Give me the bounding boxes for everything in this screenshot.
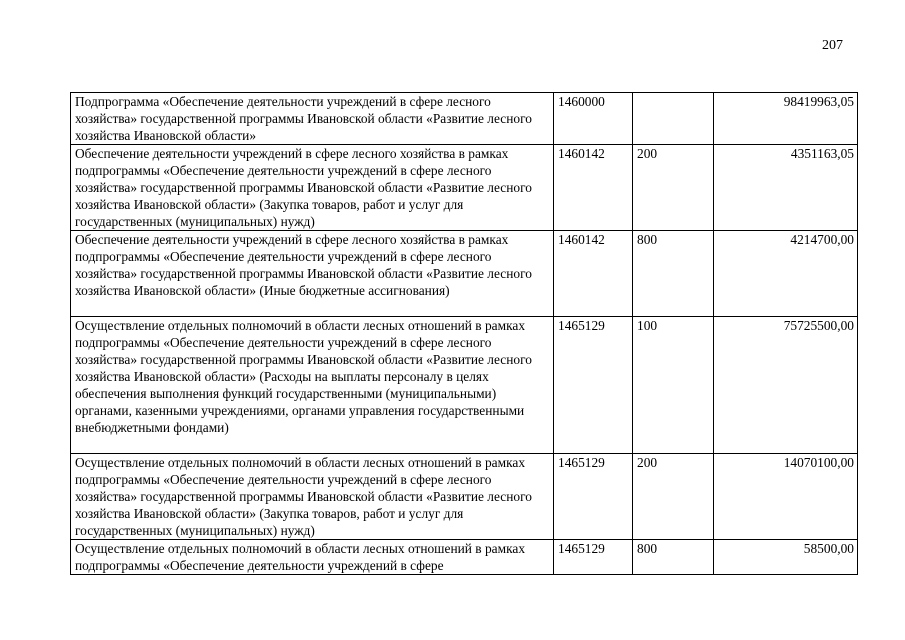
table-row xyxy=(71,93,858,145)
row-expense-type-cell: 800 xyxy=(633,231,714,317)
row-description-cell: Обеспечение деятельности учреждений в сфере лесного хозяйства в рамках подпрограммы «Обеспечение деятельности учреждений в сфере лесного хозяйства» государственной программы Ивановской области «Развитие лесного хозяйства Ивановской области» (Закупка товаров, работ и услуг для государственных (муниципальных) нужд) xyxy=(71,145,554,231)
row-description-cell: Подпрограмма «Обеспечение деятельности учреждений в сфере лесного хозяйства» государственной программы Ивановской области «Развитие лесного хозяйства Ивановской области» xyxy=(71,93,554,145)
table-row xyxy=(71,454,858,540)
table-row xyxy=(71,540,858,575)
row-amount-cell: 98419963,05 xyxy=(714,93,858,145)
row-amount-cell: 4214700,00 xyxy=(714,231,858,317)
row-amount-cell: 4351163,05 xyxy=(714,145,858,231)
row-expense-type-cell: 200 xyxy=(633,454,714,540)
row-amount-cell: 58500,00 xyxy=(714,540,858,575)
table-row xyxy=(71,145,858,231)
row-description-cell: Осуществление отдельных полномочий в области лесных отношений в рамках подпрограммы «Обеспечение деятельности учреждений в сфере лесного хозяйства» государственной программы Ивановской области «Развитие лесного хозяйства Ивановской области» (Расходы на выплаты персоналу в целях обеспечения выполнения функций государственными (муниципальными) органами, казенными учреждениями, органами управления государственными внебюджетными фондами) xyxy=(71,317,554,454)
row-description-cell: Осуществление отдельных полномочий в области лесных отношений в рамках подпрограммы «Обеспечение деятельности учреждений в сфере xyxy=(71,540,554,575)
row-target-article-cell: 1460142 xyxy=(554,231,633,317)
row-description-cell: Осуществление отдельных полномочий в области лесных отношений в рамках подпрограммы «Обеспечение деятельности учреждений в сфере лесного хозяйства» государственной программы Ивановской области «Развитие лесного хозяйства Ивановской области» (Закупка товаров, работ и услуг для государственных (муниципальных) нужд) xyxy=(71,454,554,540)
row-target-article-cell: 1465129 xyxy=(554,540,633,575)
table-row xyxy=(71,317,858,454)
row-expense-type-cell: 200 xyxy=(633,145,714,231)
page-number: 207 xyxy=(822,38,843,53)
row-target-article-cell: 1460000 xyxy=(554,93,633,145)
row-description-cell: Обеспечение деятельности учреждений в сфере лесного хозяйства в рамках подпрограммы «Обеспечение деятельности учреждений в сфере лесного хозяйства» государственной программы Ивановской области «Развитие лесного хозяйства Ивановской области» (Иные бюджетные ассигнования) xyxy=(71,231,554,317)
row-amount-cell: 14070100,00 xyxy=(714,454,858,540)
table-row xyxy=(71,231,858,317)
row-expense-type-cell xyxy=(633,93,714,145)
budget-table xyxy=(70,92,858,575)
row-expense-type-cell: 800 xyxy=(633,540,714,575)
row-target-article-cell: 1460142 xyxy=(554,145,633,231)
row-amount-cell: 75725500,00 xyxy=(714,317,858,454)
row-target-article-cell: 1465129 xyxy=(554,317,633,454)
row-target-article-cell: 1465129 xyxy=(554,454,633,540)
budget-table-body xyxy=(71,93,858,575)
row-expense-type-cell: 100 xyxy=(633,317,714,454)
